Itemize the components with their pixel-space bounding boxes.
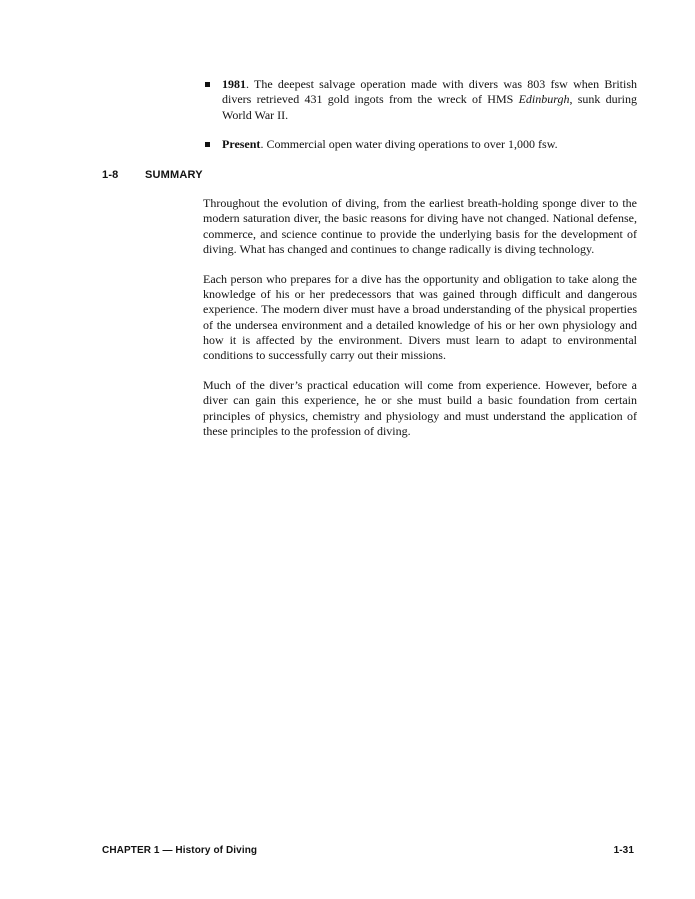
paragraph: Much of the diver’s practical education will come from experience. However, before a diver can gain this experience, he or she must build a basic foundation from certain principles of physics, chemistry and physiology and must understand the application of these principles to the profession of diving. bbox=[203, 377, 637, 438]
list-item bbox=[205, 137, 637, 152]
section-heading bbox=[102, 169, 203, 181]
square-bullet-icon bbox=[205, 82, 210, 87]
bullet-term: Present bbox=[222, 136, 261, 151]
list-item bbox=[205, 77, 637, 123]
bullet-text bbox=[222, 137, 637, 152]
section-title: SUMMARY bbox=[145, 169, 203, 181]
bullet-list bbox=[205, 77, 637, 166]
summary-section-body bbox=[203, 196, 637, 454]
bullet-body-text: . Commercial open water diving operations to over 1,000 fsw. bbox=[260, 136, 558, 151]
bullet-text bbox=[222, 77, 637, 123]
paragraph: Each person who prepares for a dive has the opportunity and obligation to take along the knowledge of his or her predecessors that was gained through difficult and dangerous experience. The modern diver must have a broad understanding of the physical properties of the undersea environment and a detailed knowledge of his or her own physiology and how it is affected by the environment. Divers must learn to adapt to environmental conditions to successfully carry out their missions. bbox=[203, 271, 637, 363]
square-bullet-icon bbox=[205, 142, 210, 147]
footer-page-number: 1-31 bbox=[613, 845, 634, 856]
section-number: 1-8 bbox=[102, 169, 119, 181]
bullet-term: 1981 bbox=[222, 77, 246, 91]
paragraph: Throughout the evolution of diving, from the earliest breath-holding sponge diver to the modern saturation diver, the basic reasons for diving have not changed. National defense, commerce, and science continue to provide the underlying basis for the development of diving. What has changed and continues to change radically is diving technology. bbox=[203, 196, 637, 256]
ship-name: Edinburgh bbox=[518, 92, 570, 107]
page-footer bbox=[102, 845, 634, 856]
bullet-body-text: . The deepest salvage operation made with divers was 803 fsw when British divers retrieved 431 gold ingots from the wreck of HMS bbox=[222, 77, 637, 107]
footer-chapter-title: CHAPTER 1 — History of Diving bbox=[102, 845, 258, 856]
bullet-body-text: , sunk during World War II. bbox=[222, 92, 637, 122]
